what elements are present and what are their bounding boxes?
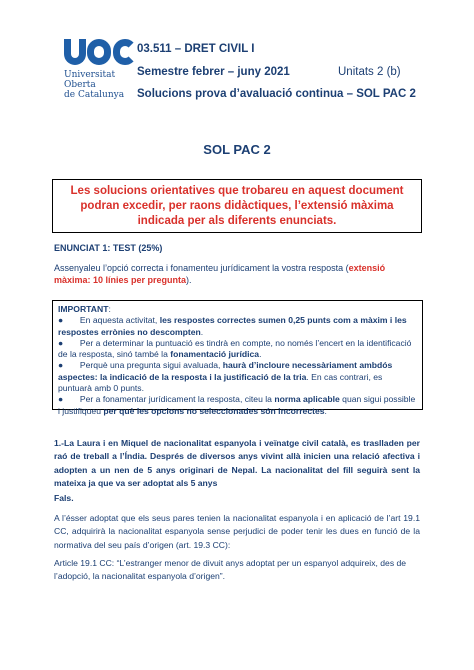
item-4-end: .	[324, 405, 327, 416]
instruction	[54, 262, 424, 286]
item-3-text: Perquè una pregunta sigui avaluada,	[79, 360, 223, 371]
item-2-bold: fonamentació jurídica	[170, 349, 260, 360]
document-title: Solucions prova d’avaluació continua – SOL PAC 2	[137, 88, 416, 100]
warning-box: Les solucions orientatives que trobareu en aquest document podran excedir, per raons didàctiques, l’extensió màxima indicada per als diferents enunciats.	[52, 179, 422, 233]
item-4-bold-1: norma aplicable	[274, 394, 340, 405]
semester: Semestre febrer – juny 2021	[137, 66, 290, 78]
important-item-1	[58, 315, 417, 338]
answer: Fals.	[54, 493, 74, 503]
logo-line-1: Universitat	[64, 70, 116, 80]
item-4-bold-2: per què les opcions no seleccionades són incorrectes	[103, 405, 325, 416]
enunciat-heading: ENUNCIAT 1: TEST (25%)	[54, 243, 163, 253]
bullet-icon: ●	[58, 360, 64, 371]
bullet-icon: ●	[58, 315, 64, 326]
article-quote: Article 19.1 CC: “L’estranger menor de divuit anys adoptat per un espanyol adquireix, des de l’adopció, la nacionalitat espanyola d’origen”.	[54, 558, 407, 582]
item-4-text: Per a fonamentar jurídicament la resposta, citeu la	[79, 394, 275, 405]
section-title: SOL PAC 2	[203, 142, 271, 157]
bullet-icon: ●	[58, 394, 64, 405]
item-1-end: .	[200, 326, 204, 337]
important-item-3	[58, 360, 417, 394]
uoc-logo-icon	[64, 39, 134, 67]
item-3-end: . En cas contrari, es puntuarà amb 0 punts.	[58, 371, 383, 394]
instruction-text: Assenyaleu l’opció correcta i fonamenteu jurídicament la vostra resposta (	[54, 263, 349, 273]
item-1-bold: les respostes correctes sumen 0,25 punts com a màxim i les respostes errònies no descompten	[58, 315, 407, 337]
bullet-icon: ●	[58, 337, 64, 348]
item-4-mid: quan sigui possible i justifiqueu	[58, 394, 416, 416]
important-item-2	[58, 338, 417, 361]
important-title: IMPORTANT	[58, 304, 109, 314]
question-1: 1.-La Laura i en Miquel de nacionalitat espanyola i veïnatge civil català, es traslladen per raó de treball a l’Índia. Després de diversos anys vivint allà inicien una relació afectiva i adopten a un nen de 5 anys originari de Nepal. La nacionalitat del fill seguirà sent la mateixa ja que va ser adoptat als 5 anys	[54, 438, 420, 489]
item-1-text: En aquesta activitat,	[79, 315, 160, 326]
logo-line-3: de Catalunya	[64, 90, 125, 100]
instruction-end: ).	[186, 275, 192, 285]
explanation-paragraph: A l’ésser adoptat que els seus pares tenien la nacionalitat espanyola i en aplicació de l’art 19.1 CC, adquirirà la nacionalitat espanyola sense perjudici de poder tenir les dues en funció de la normativa del seu país d’origen (art. 19.3 CC):	[54, 513, 420, 550]
important-colon: :	[108, 304, 111, 314]
course-code: 03.511 – DRET CIVIL I	[137, 43, 255, 55]
important-box	[52, 300, 423, 416]
uoc-logo	[64, 39, 134, 100]
item-2-end: .	[259, 349, 262, 360]
units: Unitats 2 (b)	[338, 66, 401, 78]
item-2-text: Per a determinar la puntuació es tindrà en compte, no només l’encert en la identificació de la resposta, sinó també la	[58, 337, 412, 360]
uoc-logo-text	[64, 70, 134, 100]
important-item-4	[58, 394, 417, 417]
logo-line-2: Oberta	[64, 80, 96, 90]
instruction-limit: extensió màxima: 10 línies per pregunta	[54, 263, 386, 285]
item-3-bold: haurà d’incloure necessàriament ambdós aspectes: la indicació de la resposta i la justificació de la tria	[58, 360, 393, 382]
